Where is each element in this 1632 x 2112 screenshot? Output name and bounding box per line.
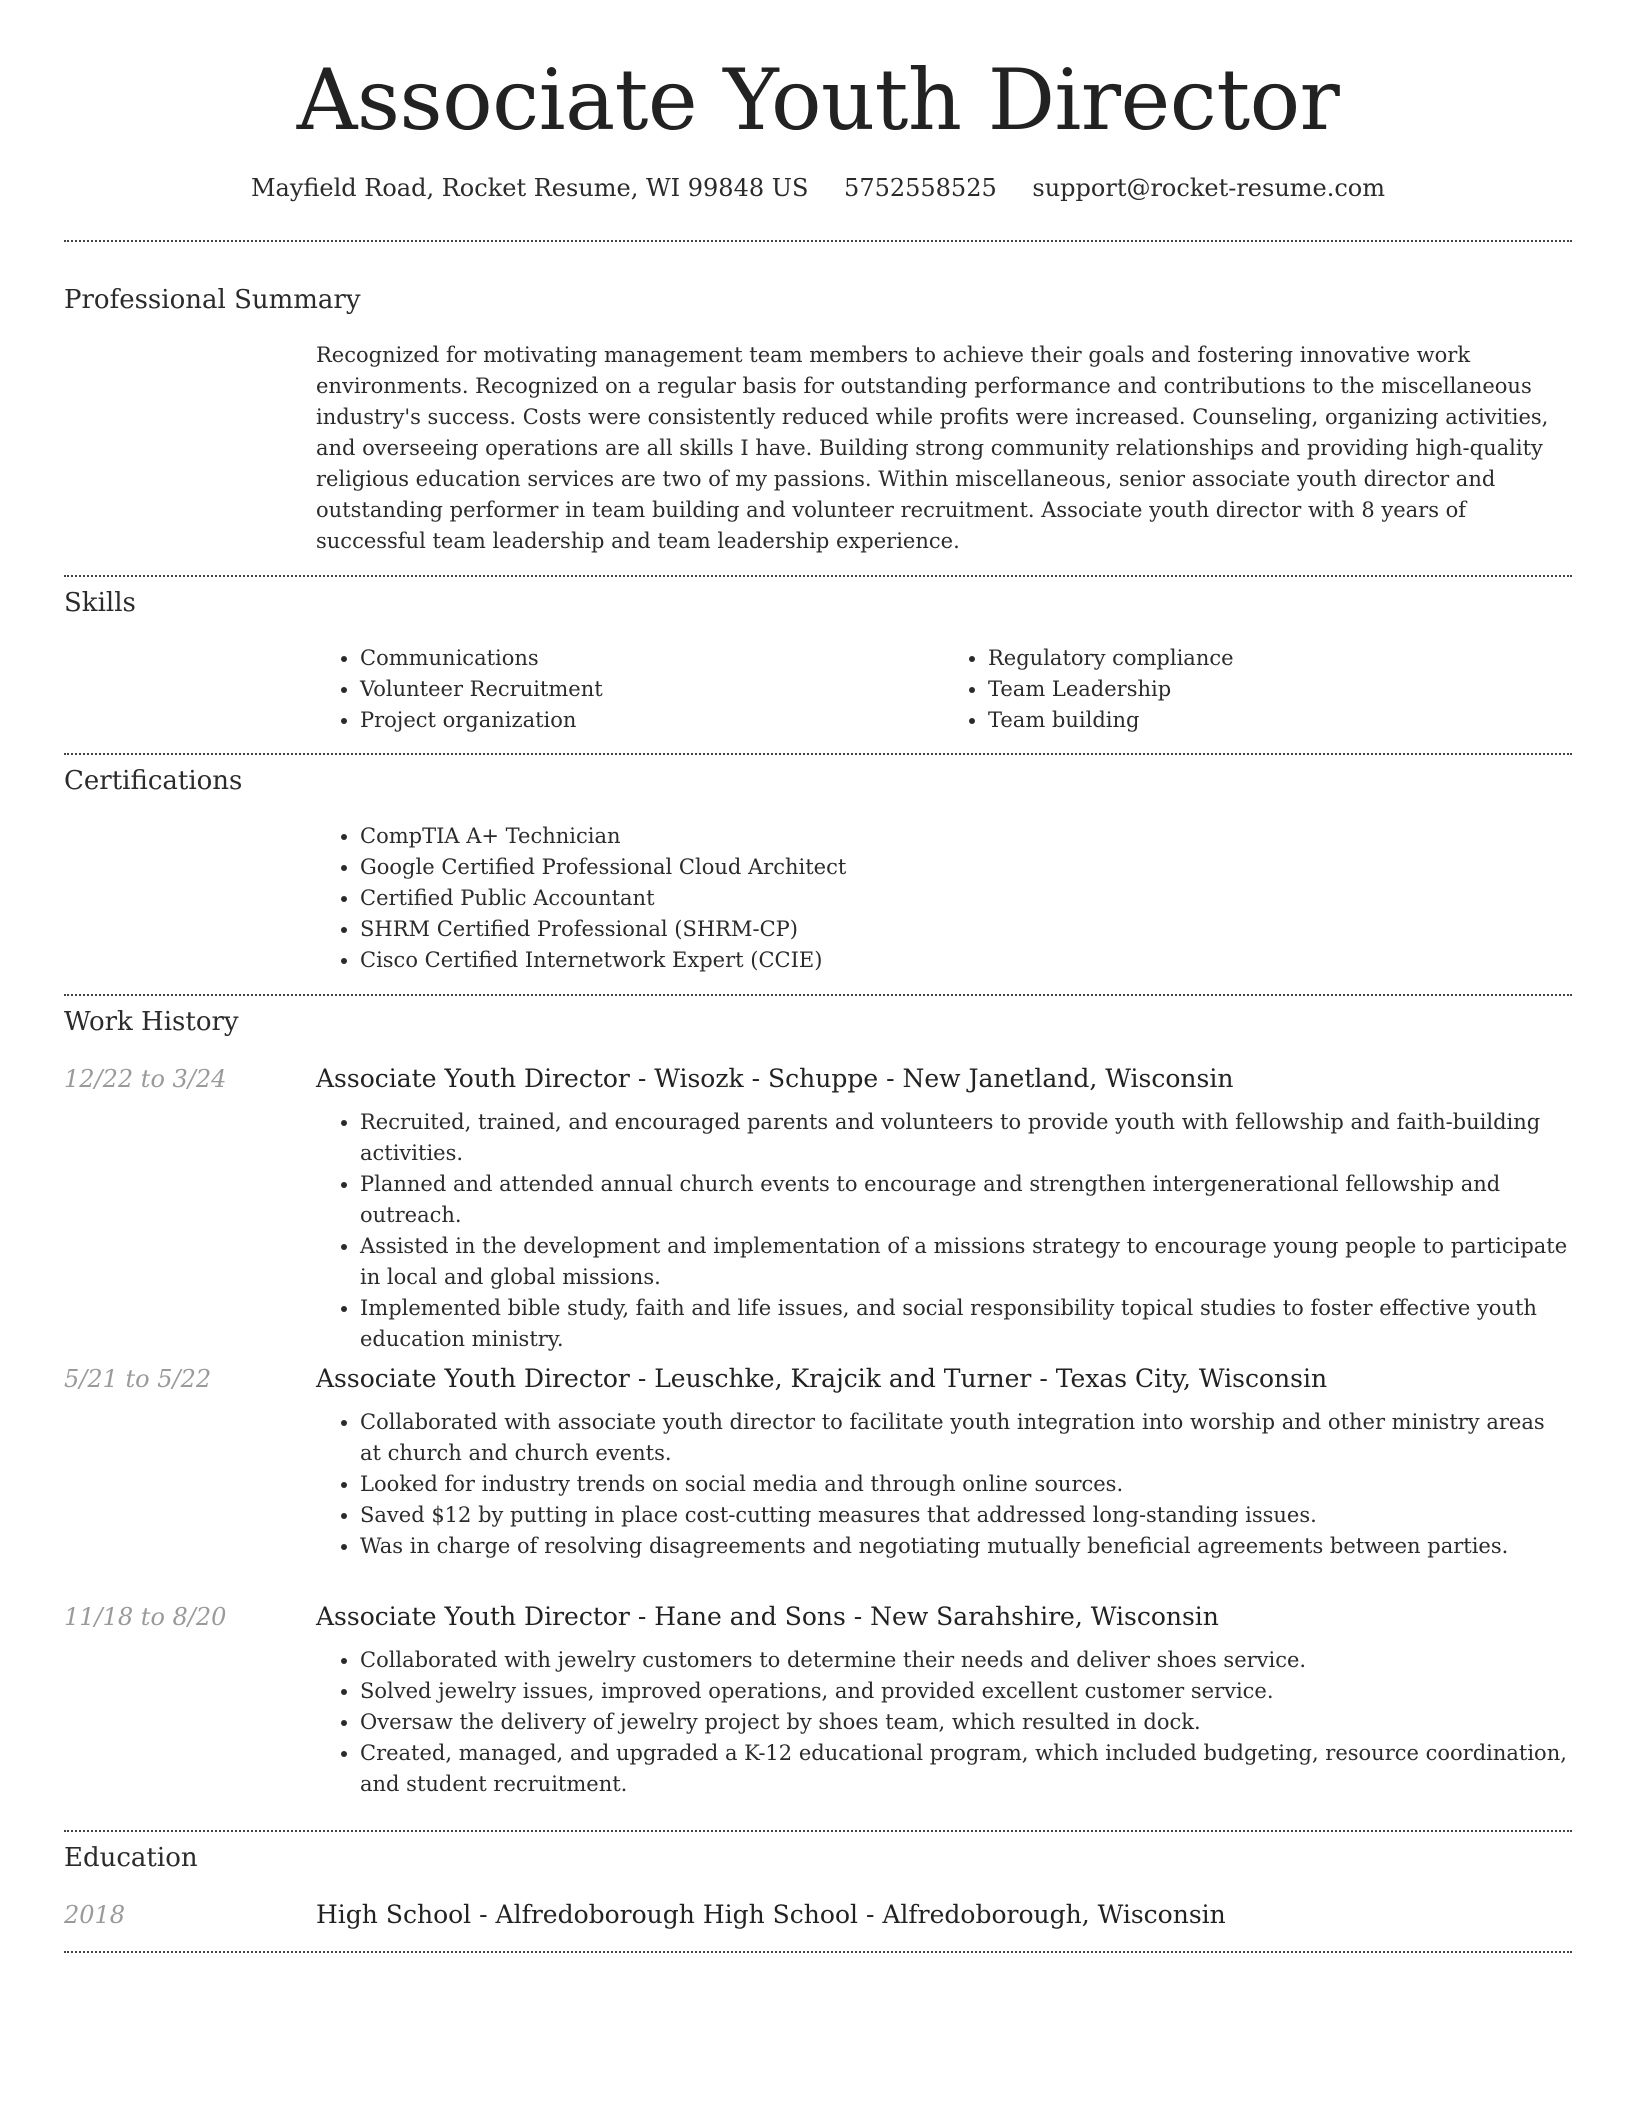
skills-column-right	[944, 643, 1572, 736]
education-year: 2018	[64, 1901, 126, 1929]
summary-text: Recognized for motivating management team members to achieve their goals and fostering innovative work environments. Recognized on a regular basis for outstanding performance and contributions to the miscellaneous industry's success. Costs were consistently reduced while profits were increased. Counseling, organizing activities, and overseeing operations are all skills I have. Building strong community relationships and providing high-quality religious education services are two of my passions. Within miscellaneous, senior associate youth director and outstanding performer in team building and volunteer recruitment. Associate youth director with 8 years of successful team leadership and team leadership experience.	[316, 343, 1549, 553]
list-item: • Planned and attended annual church events to encourage and strengthen intergenerational fellowship and outreach.	[360, 1169, 1572, 1231]
resume-name: Associate Youth Director	[296, 51, 1340, 149]
skills-list	[316, 643, 1572, 736]
contact-address: Mayfield Road, Rocket Resume, WI 99848 US	[250, 174, 809, 202]
list-item: • Google Certified Professional Cloud Architect	[360, 852, 1572, 883]
section-title-certifications: Certifications	[64, 766, 243, 796]
section-title-skills: Skills	[64, 588, 136, 618]
education-title: High School - Alfredoborough High School - Alfredoborough, Wisconsin	[316, 1900, 1226, 1929]
list-item: • Regulatory compliance	[988, 643, 1572, 674]
list-item: • Recruited, trained, and encouraged parents and volunteers to provide youth with fellowship and faith-building activities.	[360, 1107, 1572, 1169]
divider	[64, 994, 1572, 996]
list-item: • CompTIA A+ Technician	[360, 821, 1572, 852]
divider	[64, 753, 1572, 755]
job-dates: 12/22 to 3/24	[64, 1065, 227, 1093]
job-dates: 5/21 to 5/22	[64, 1365, 212, 1393]
job-title: Associate Youth Director - Leuschke, Krajcik and Turner - Texas City, Wisconsin	[316, 1364, 1328, 1393]
skills-column-left	[316, 643, 944, 736]
list-item: • Was in charge of resolving disagreements and negotiating mutually beneficial agreements between parties.	[360, 1531, 1572, 1562]
summary-content	[316, 340, 1572, 557]
job-title: Associate Youth Director - Wisozk - Schuppe - New Janetland, Wisconsin	[316, 1064, 1234, 1093]
contact-phone: 5752558525	[844, 174, 997, 202]
list-item: • Team Leadership	[988, 674, 1572, 705]
contact-line	[64, 170, 1572, 206]
job-entry	[316, 1061, 1572, 1355]
list-item: • Oversaw the delivery of jewelry project by shoes team, which resulted in dock.	[360, 1707, 1572, 1738]
job-dates: 11/18 to 8/20	[64, 1603, 227, 1631]
education-entry	[316, 1897, 1572, 1943]
list-item: • Project organization	[360, 705, 944, 736]
list-item: • Collaborated with associate youth director to facilitate youth integration into worship and other ministry areas at church and church events.	[360, 1407, 1572, 1469]
divider	[64, 1830, 1572, 1832]
list-item: • Assisted in the development and implementation of a missions strategy to encourage young people to participate in local and global missions.	[360, 1231, 1572, 1293]
list-item: • Saved $12 by putting in place cost-cutting measures that addressed long-standing issues.	[360, 1500, 1572, 1531]
job-entry	[316, 1599, 1572, 1800]
list-item: • Implemented bible study, faith and life issues, and social responsibility topical studies to foster effective youth education ministry.	[360, 1293, 1572, 1355]
list-item: • Certified Public Accountant	[360, 883, 1572, 914]
certifications-list	[316, 821, 1572, 976]
divider	[64, 240, 1572, 242]
contact-email: support@rocket-resume.com	[1032, 174, 1386, 202]
list-item: • Communications	[360, 643, 944, 674]
section-title-education: Education	[64, 1843, 198, 1873]
job-entry	[316, 1361, 1572, 1562]
list-item: • SHRM Certified Professional (SHRM-CP)	[360, 914, 1572, 945]
section-title-work-history: Work History	[64, 1007, 239, 1037]
list-item: • Created, managed, and upgraded a K-12 educational program, which included budgeting, resource coordination, and student recruitment.	[360, 1738, 1572, 1800]
section-title-summary: Professional Summary	[64, 285, 361, 315]
divider	[64, 575, 1572, 577]
list-item: • Team building	[988, 705, 1572, 736]
list-item: • Cisco Certified Internetwork Expert (CCIE)	[360, 945, 1572, 976]
list-item: • Solved jewelry issues, improved operations, and provided excellent customer service.	[360, 1676, 1572, 1707]
job-title: Associate Youth Director - Hane and Sons - New Sarahshire, Wisconsin	[316, 1602, 1219, 1631]
list-item: • Volunteer Recruitment	[360, 674, 944, 705]
divider	[64, 1951, 1572, 1953]
list-item: • Looked for industry trends on social media and through online sources.	[360, 1469, 1572, 1500]
list-item: • Collaborated with jewelry customers to determine their needs and deliver shoes service.	[360, 1645, 1572, 1676]
